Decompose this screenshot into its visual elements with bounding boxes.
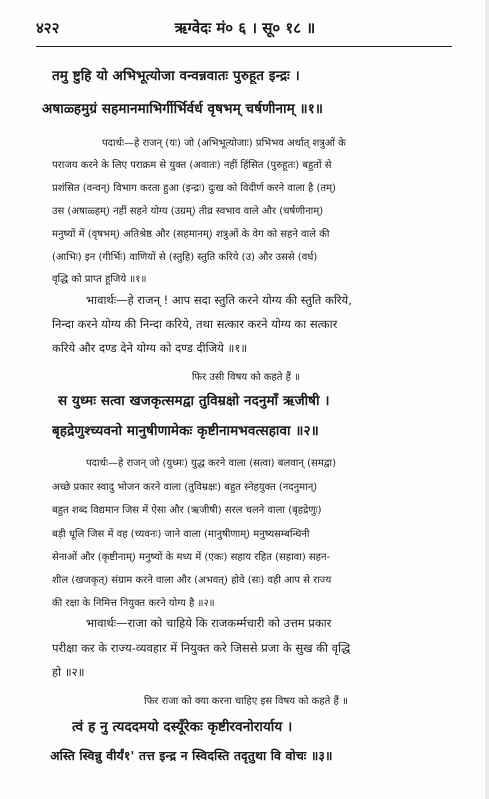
bhavartha2-line3: हो ॥२॥ (52, 665, 85, 679)
header-rule (36, 46, 452, 47)
padartha1-line6: (आभिः) इन (गीर्भिः) वाणियों से (स्तुहि) स्तुति करिये (उ) और उससे (वर्ध) (52, 252, 318, 263)
running-header: ऋग्वेदः मं० ६ । सू० १८ ॥ (174, 19, 316, 37)
padartha1-line3: प्रशंसित (वन्वन्) विभाग करता हुआ (इन्द्रः) दुःख को विदीर्ण करने वाला है (तम्) (52, 183, 336, 194)
page-number: ४२२ (36, 19, 60, 37)
bhavartha1-line1: भावार्थः—हे राजन् ! आप सदा स्तुति करने योग्य की स्तुति करिये, (86, 293, 352, 307)
padartha1-line4: उस (अषाळ्हम्) नहीं सहने योग्य (उग्रम्) तीव्र स्वभाव वाले और (चर्षणीनाम्) (52, 206, 324, 217)
bhavartha1-line2: निन्दा करने योग्य की निन्दा करिये, तथा सत्कार करने योग्य का सत्कार (52, 317, 338, 331)
padartha2-line3: बहुत शब्द विद्यमान जिस में ऐसा और (ऋजीषी) सरल चलने वाला (बृहद्रेणुः) (52, 505, 322, 516)
padartha2-line5: सेनाओं और (कृष्टीनाम्) मनुष्यों के मध्य में (एकः) सहाय रहित (सहावा) सहन- (52, 552, 331, 563)
bhavartha2-line2: परीक्षा कर के राज्य-व्यवहार में नियुक्त करे जिससे प्रजा के सुख की वृद्धि (52, 641, 351, 655)
padartha2-line7: की रक्षा के निमित्त नियुक्त करने योग्य है ॥२॥ (52, 598, 215, 609)
verse3-line2: अस्ति स्विन्नु वीर्यं१' तत्त इन्द्र न स्विदस्ति तदृतुथा वि वोचः ॥३॥ (50, 748, 333, 763)
verse2-intro: फिर उसी विषय को कहते हैं ॥ (191, 372, 301, 383)
padartha1-line7: वृद्धि को प्राप्त हूजिये ॥१॥ (52, 274, 147, 285)
bhavartha2-line1: भावार्थः—राजा को चाहिये कि राजकर्म्मचारी को उत्तम प्रकार (86, 616, 332, 630)
verse1-line1: तमु ष्टुहि यो अभिभूत्योजा वन्वन्नवातः पुरुहूत इन्द्रः । (52, 68, 300, 84)
verse3-line1: त्वं ह नु त्यददमयो दस्यूँरेकः कृष्टीरवनोरार्याय । (72, 719, 293, 735)
padartha2-line6: शील (खजकृत्) संग्राम करने वाला और (अभवत्) होवे (सः) वही आप से राज्य (52, 575, 332, 586)
verse2-line2: बृहद्रेणुश्च्यवनो मानुषीणामेकः कृष्टीनामभवत्सहावा ॥२॥ (52, 423, 319, 439)
padartha2-line2: अच्छे प्रकार स्वादु भोजन करने वाला (तुविम्रक्षः) बहुत स्नेहयुक्त (नदनुमान्) (52, 482, 318, 493)
verse1-line2: अषाळ्हमुग्रं सहमानमाभिर्गीर्भिर्वर्ध वृषभम् चर्षणीनाम् ॥१॥ (42, 101, 324, 117)
padartha1-line5: मनुष्यों में (वृषभम्) अतिश्रेष्ठ और (सहमानम्) शत्रुओं के वेग को सहने वाले की (52, 229, 330, 240)
verse2-line1: स युध्मः सत्वा खजकृत्समद्वा तुविम्रक्षो नदनुमाँ ऋजीषी । (58, 393, 330, 409)
padartha1-line2: पराजय करने के लिए पराक्रम से युक्त (अवातः) नहीं हिंसित (पुरुहूतः) बहुतों से (52, 160, 332, 171)
verse3-intro: फिर राजा को क्या करना चाहिए इस विषय को कहते हैं ॥ (144, 696, 348, 707)
padartha1-line1: पदार्थः—हे राजन् (यः) जो (अभिभूत्योजाः) प्रभिभव अर्थात् शत्रुओं के (102, 138, 346, 149)
bhavartha1-line3: करिये और दण्ड देने योग्य को दण्ड दीजिये ॥१॥ (52, 341, 248, 355)
padartha2-line4: बड़ी धूलि जिस में वह (च्यवनः) जाने वाला (मानुषीणाम्) मनुष्यसम्बन्धिनी (52, 529, 310, 540)
padartha2-line1: पदार्थः—हे राजन् जो (युध्मः) युद्ध करने वाला (सत्वा) बलवान् (समद्वा) (86, 458, 336, 469)
